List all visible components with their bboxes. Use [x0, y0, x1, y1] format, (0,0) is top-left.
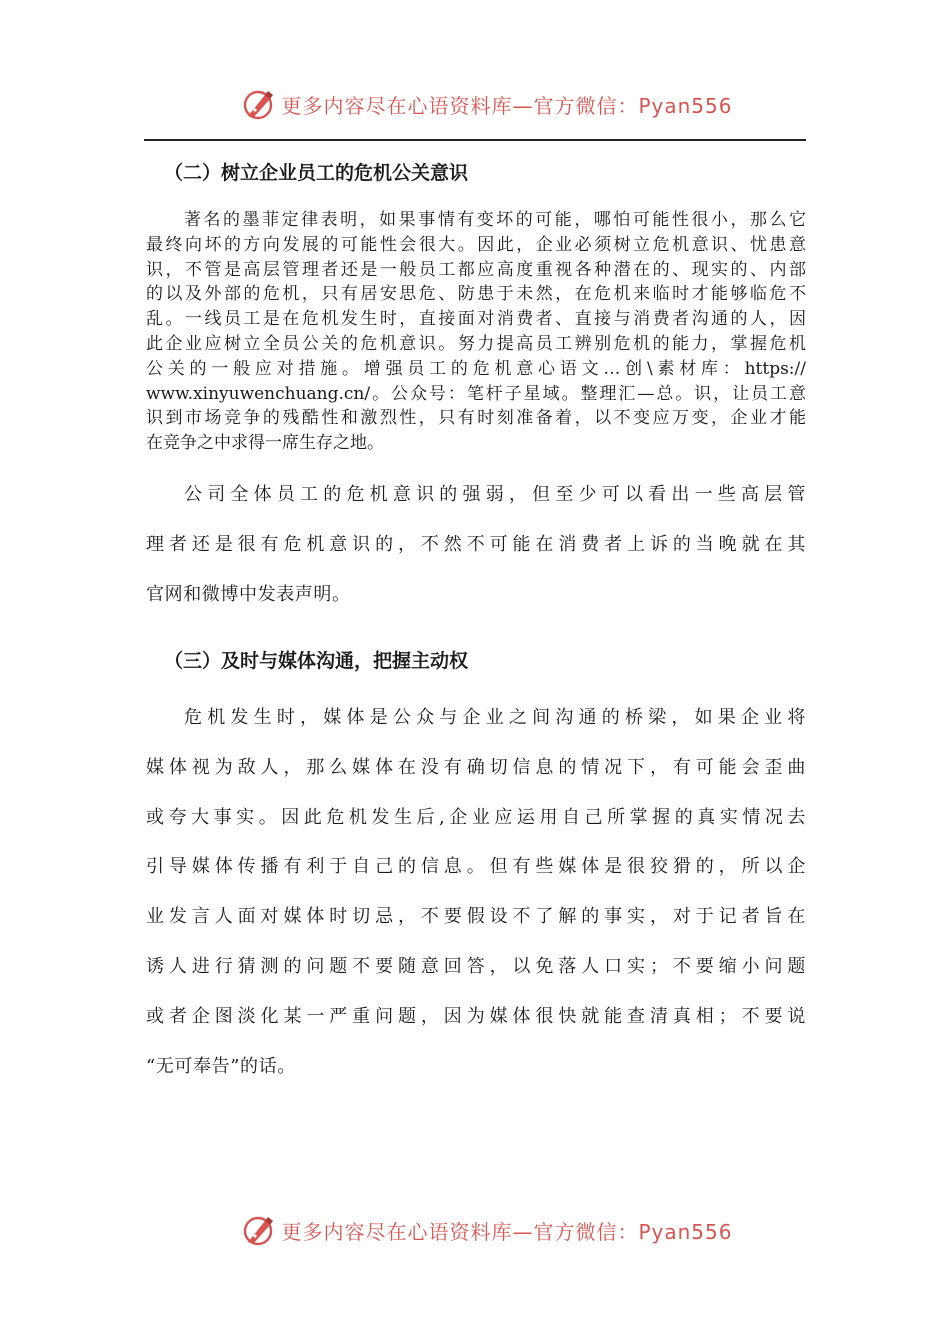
paragraph-line: 或夸大事实。因此危机发生后,企业应运用自己所掌握的真实情况去 [146, 806, 806, 828]
paragraph-line: 危机发生时，媒体是公众与企业之间沟通的桥梁，如果企业将 [184, 707, 806, 728]
section-2-paragraph-2 [146, 470, 806, 619]
paragraph-line: 最终向坏的方向发展的可能性会很大。因此，企业必须树立危机意识、忧患意 [146, 234, 806, 255]
paragraph-line: 引导媒体传播有利于自己的信息。但有些媒体是很狡猾的，所以企 [146, 856, 806, 878]
header-banner-content [241, 86, 732, 122]
paragraph-line: www.xinyuwenchuang.cn/。公众号：笔杆子星域。整理汇—总。识，让员工意 [146, 383, 806, 404]
paragraph-line: 媒体视为敌人，那么媒体在没有确切信息的情况下，有可能会歪曲 [146, 756, 806, 778]
paragraph-line: 在竞争之中求得一席生存之地。 [146, 433, 384, 454]
footer-banner [0, 1210, 950, 1250]
paragraph-line: 业发言人面对媒体时切忌，不要假设不了解的事实，对于记者旨在 [146, 906, 806, 928]
section-2-paragraph-1 [146, 208, 806, 456]
header-divider [144, 139, 806, 141]
section-3-paragraph [146, 693, 806, 1091]
pen-nib-circle-logo-icon [241, 1212, 277, 1248]
footer-banner-content [241, 1212, 732, 1248]
paragraph-line: 诱人进行猜测的问题不要随意回答，以免落人口实；不要缩小问题 [146, 955, 806, 977]
pen-nib-circle-logo-icon [241, 86, 277, 122]
footer-banner-text: 更多内容尽在心语资料库—官方微信：Pyan556 [281, 1219, 733, 1244]
header-banner-text: 更多内容尽在心语资料库—官方微信：Pyan556 [281, 93, 733, 118]
paragraph-line: 此企业应树立全员公关的危机意识。努力提高员工辨别危机的能力，掌握危机 [146, 333, 806, 354]
paragraph-line: 公关的一般应对措施。增强员工的危机意心语文…创\素材库：https:// [146, 358, 806, 379]
paragraph-line: 官网和微博中发表声明。 [146, 583, 351, 605]
paragraph-line: 的以及外部的危机，只有居安思危、防患于未然，在危机来临时才能够临危不 [146, 284, 806, 305]
paragraph-line: 识到市场竞争的残酷性和激烈性，只有时刻准备着，以不变应万变，企业才能 [146, 408, 806, 429]
paragraph-line: 乱。一线员工是在危机发生时，直接面对消费者、直接与消费者沟通的人，因 [146, 309, 806, 330]
header-banner [0, 84, 950, 124]
paragraph-line: 识，不管是高层管理者还是一般员工都应高度重视各种潜在的、现实的、内部 [146, 259, 806, 280]
paragraph-line: 著名的墨菲定律表明，如果事情有变坏的可能，哪怕可能性很小，那么它 [184, 210, 806, 230]
paragraph-line: “无可奉告”的话。 [146, 1055, 296, 1077]
paragraph-line: 公司全体员工的危机意识的强弱，但至少可以看出一些高层管 [184, 484, 806, 505]
paragraph-line: 理者还是很有危机意识的，不然不可能在消费者上诉的当晚就在其 [146, 533, 806, 555]
section-2-heading: （二）树立企业员工的危机公关意识 [164, 162, 469, 184]
paragraph-line: 或者企图淡化某一严重问题，因为媒体很快就能查清真相；不要说 [146, 1005, 806, 1027]
section-3-heading: （三）及时与媒体沟通，把握主动权 [164, 650, 469, 672]
